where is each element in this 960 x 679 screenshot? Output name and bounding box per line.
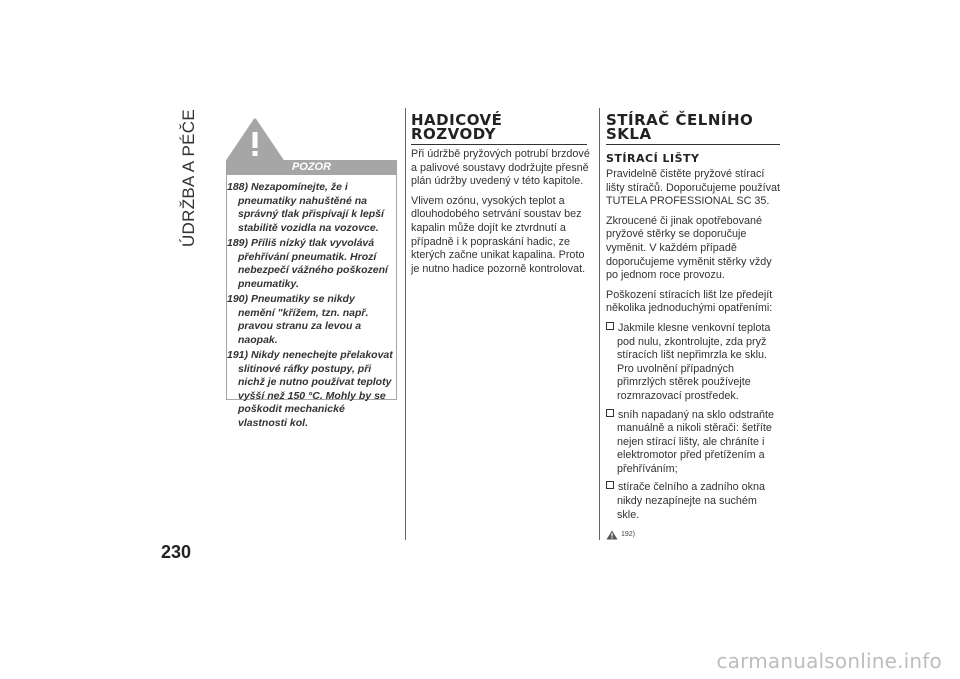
section-title: ÚDRŽBA A PÉČE	[179, 108, 198, 248]
warning-item: 190) Pneumatiky se nikdy nemění "křížem, tzn. např. pravou stranu za levou a naopak.	[227, 293, 369, 346]
warning-box	[226, 175, 397, 429]
list-item: Jakmile klesne venkovní teplota pod nulu, zkontrolujte, zda pryž stíracích lišt nepřimrzla ke sklu. Pro uvolnění případných přimrzlých stěrek používejte rozmrazovací prostředek.	[606, 322, 782, 404]
warning-triangle-icon	[226, 118, 284, 162]
column-divider	[599, 108, 600, 540]
paragraph: Vlivem ozónu, vysokých teplot a dlouhodobého setrvání soustav bez kapalin může dojít ke ztvrdnutí a případně i k popraskání hadic, ze kterých začne unikat kapalina. Proto je nutno hadice pozorně kontrolovat.	[411, 194, 586, 275]
paragraph: Zkroucené či jinak opotřebované pryžové stěrky se doporučuje vyměnit. V každém případě doporučujeme vyměnit stěrky vždy po jednom roce provozu.	[606, 214, 772, 282]
column-divider	[405, 108, 406, 540]
checkbox-bullet-icon	[606, 322, 614, 330]
warning-label: POZOR	[226, 160, 397, 175]
hoses-heading: HADICOVÉ ROZVODY	[411, 113, 587, 145]
page-number: 230	[161, 542, 192, 562]
wiper-text	[606, 168, 782, 542]
hoses-text	[411, 148, 593, 282]
checkbox-bullet-icon	[606, 409, 614, 417]
wiper-subheading: STÍRACÍ LIŠTY	[606, 152, 700, 165]
warning-item: 189) Příliš nízký tlak vyvolává přehřívání pneumatik. Hrozí nebezpečí vážného poškození pneumatiky.	[227, 237, 388, 290]
paragraph: Při údržbě pryžových potrubí brzdové a palivové soustavy dodržujte přesně plán údržby uvedený v této kapitole.	[411, 148, 590, 188]
warning-triangle-icon	[606, 530, 618, 540]
warning-reference: 192)	[606, 528, 782, 542]
list-item: sníh napadaný na sklo odstraňte manuálně a nikoli stěrači: šetříte nejen stírací lišty, ale chráníte i elektromotor před přetížením a přehříváním;	[606, 409, 782, 477]
wiper-heading: STÍRAČ ČELNÍHO SKLA	[606, 113, 780, 145]
watermark: carmanualsonline.info	[716, 649, 942, 673]
warning-item: 191) Nikdy nenechejte přelakovat slitinové ráfky postupy, při nichž je nutno používat teploty vyšší než 150 °C. Mohly by se poškodit mechanické vlastnosti kol.	[227, 349, 393, 429]
paragraph: Pravidelně čistěte pryžové stírací lišty stíračů. Doporučujeme používat TUTELA PROFESSIONAL SC 35.	[606, 168, 781, 208]
warning-item: 188) Nezapomínejte, že i pneumatiky nahuštěné na správný tlak přispívají k lepší stabilitě vozidla na vozovce.	[227, 181, 384, 234]
checkbox-bullet-icon	[606, 481, 614, 489]
list-item: stírače čelního a zadního okna nikdy nezapínejte na suchém skle.	[606, 481, 782, 522]
paragraph: Poškození stíracích lišt lze předejít několika jednoduchými opatřeními:	[606, 288, 773, 315]
